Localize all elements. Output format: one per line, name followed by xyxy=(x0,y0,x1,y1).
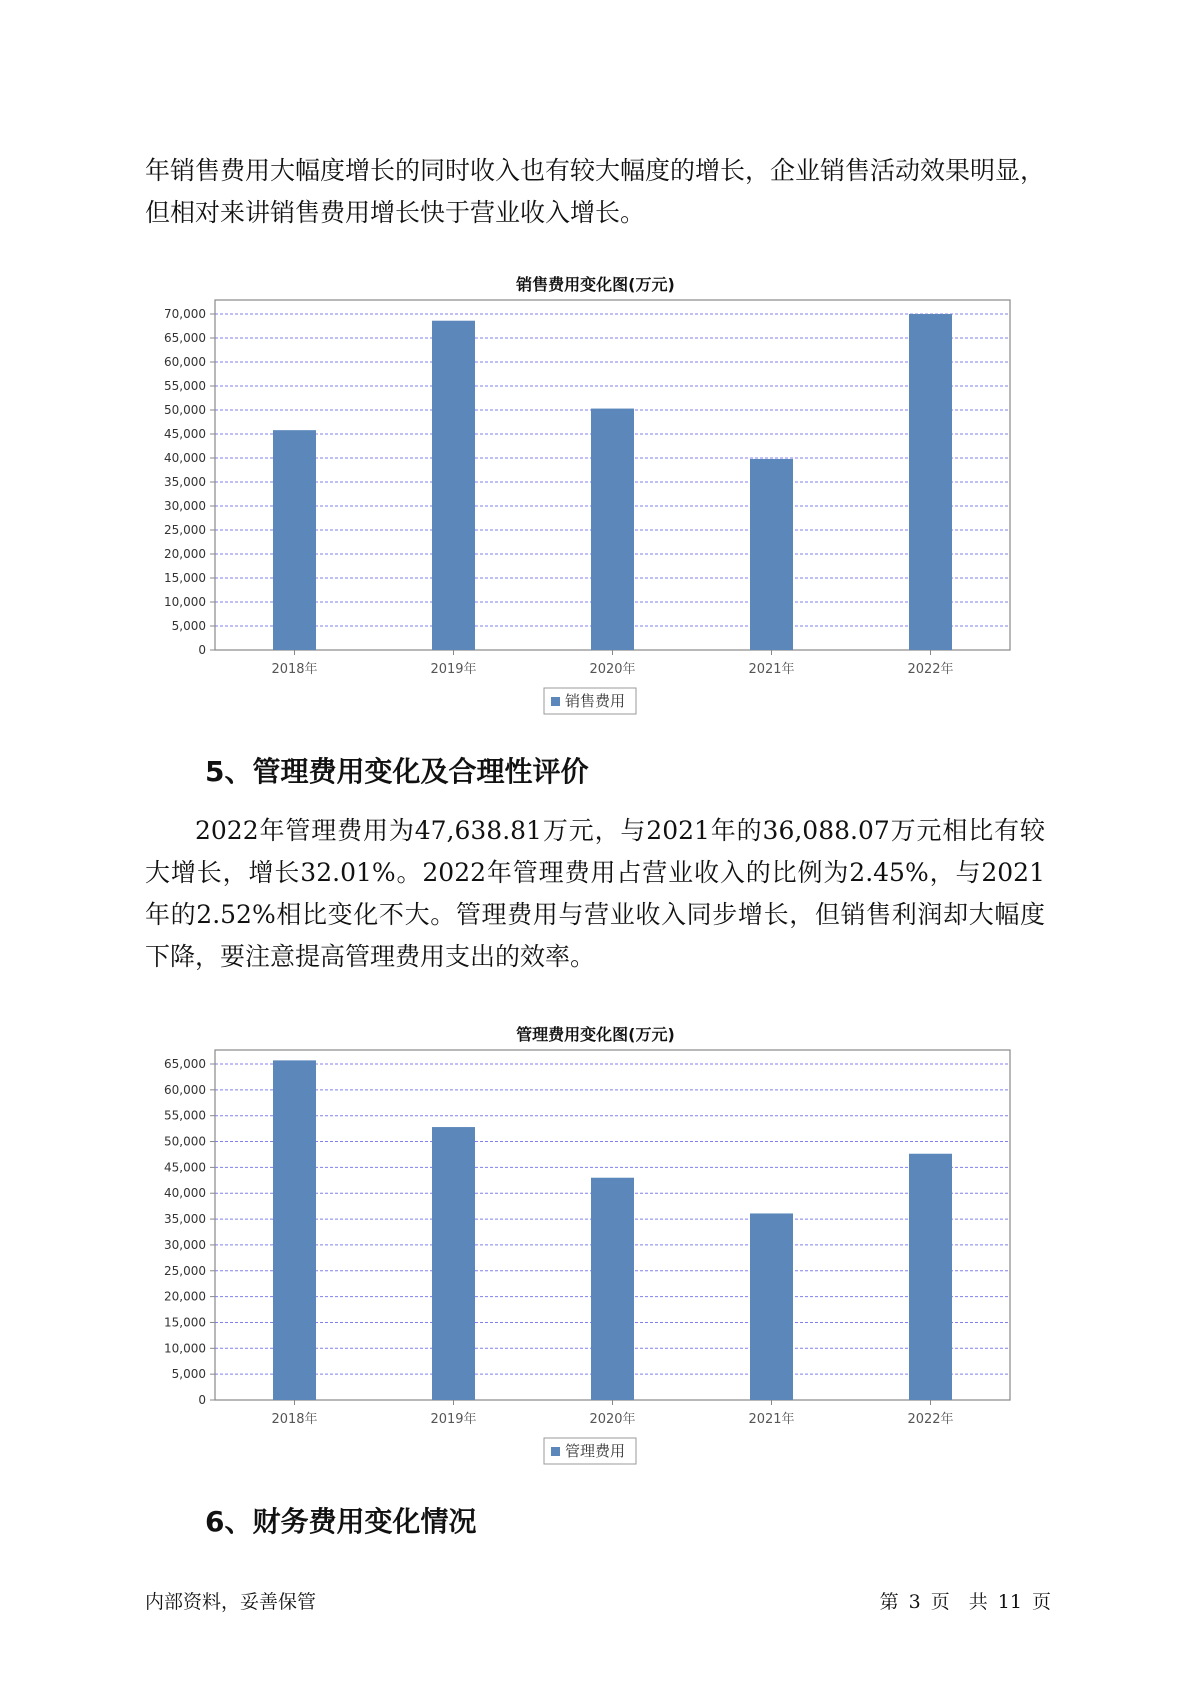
y-tick-label: 70,000 xyxy=(164,307,206,321)
x-tick-label: 2019年 xyxy=(430,662,477,677)
y-tick-label: 45,000 xyxy=(164,1160,206,1175)
x-tick-label: 2018年 xyxy=(271,662,318,677)
y-tick-label: 5,000 xyxy=(171,619,206,633)
y-tick-label: 35,000 xyxy=(164,1212,206,1227)
y-tick-label: 10,000 xyxy=(164,595,206,609)
y-tick-label: 40,000 xyxy=(164,451,206,465)
bar-2018年 xyxy=(273,430,316,650)
footer-page-number: 第 3 页 共 11 页 xyxy=(879,1591,1051,1613)
legend-swatch xyxy=(551,1447,560,1456)
y-tick-label: 50,000 xyxy=(164,1134,206,1149)
y-tick-label: 55,000 xyxy=(164,1108,206,1123)
y-tick-label: 15,000 xyxy=(164,1315,206,1330)
y-tick-label: 60,000 xyxy=(164,355,206,369)
y-tick-label: 5,000 xyxy=(171,1367,206,1382)
bar-2022年 xyxy=(909,1154,952,1400)
x-tick-label: 2022年 xyxy=(907,662,954,677)
y-tick-label: 30,000 xyxy=(164,499,206,513)
y-tick-label: 30,000 xyxy=(164,1237,206,1252)
y-tick-label: 20,000 xyxy=(164,1289,206,1304)
legend-swatch xyxy=(551,697,560,706)
y-tick-label: 65,000 xyxy=(164,1057,206,1071)
y-tick-label: 65,000 xyxy=(164,331,206,345)
y-tick-label: 45,000 xyxy=(164,427,206,441)
bar-2019年 xyxy=(432,321,475,650)
x-tick-label: 2022年 xyxy=(907,1412,954,1427)
legend-label: 销售费用 xyxy=(565,692,626,710)
admin-expense-chart-title: 管理费用变化图(万元) xyxy=(516,1025,675,1044)
bar-2021年 xyxy=(750,459,793,650)
y-tick-label: 20,000 xyxy=(164,547,206,561)
bar-2020年 xyxy=(591,409,634,650)
y-tick-label: 55,000 xyxy=(164,379,206,393)
y-tick-label: 50,000 xyxy=(164,403,206,417)
x-tick-label: 2020年 xyxy=(589,1412,636,1427)
y-tick-label: 40,000 xyxy=(164,1186,206,1201)
bar-2019年 xyxy=(432,1127,475,1400)
y-tick-label: 35,000 xyxy=(164,475,206,489)
y-tick-label: 0 xyxy=(198,1393,206,1407)
x-tick-label: 2021年 xyxy=(748,1412,795,1427)
bar-2021年 xyxy=(750,1213,793,1400)
admin-expense-chart xyxy=(0,1040,1191,1470)
paragraph-admin-expense-analysis: 2022年管理费用为47,638.81万元，与2021年的36,088.07万元相比有较大增长，增长32.01%。2022年管理费用占营业收入的比例为2.45%，与2021年的2.52%相比变化不大。管理费用与营业收入同步增长，但销售利润却大幅度下降，要注意提高管理费用支出的效率。 xyxy=(145,816,1045,971)
x-tick-label: 2020年 xyxy=(589,662,636,677)
legend-label: 管理费用 xyxy=(565,1442,626,1460)
sales-expense-chart xyxy=(0,290,1191,720)
bar-2022年 xyxy=(909,314,952,650)
sales-expense-chart-title: 销售费用变化图(万元) xyxy=(516,275,675,294)
bar-2020年 xyxy=(591,1178,634,1400)
paragraph-sales-expense-summary: 年销售费用大幅度增长的同时收入也有较大幅度的增长，企业销售活动效果明显，但相对来讲销售费用增长快于营业收入增长。 xyxy=(145,156,1046,227)
section-6-heading: 6、财务费用变化情况 xyxy=(205,1505,477,1538)
y-tick-label: 15,000 xyxy=(164,571,206,585)
y-tick-label: 10,000 xyxy=(164,1341,206,1356)
bar-2018年 xyxy=(273,1060,316,1400)
y-tick-label: 25,000 xyxy=(164,1263,206,1278)
x-tick-label: 2021年 xyxy=(748,662,795,677)
section-5-heading: 5、管理费用变化及合理性评价 xyxy=(205,755,589,788)
y-tick-label: 25,000 xyxy=(164,523,206,537)
x-tick-label: 2018年 xyxy=(271,1412,318,1427)
footer-confidential-note: 内部资料，妥善保管 xyxy=(145,1591,317,1613)
x-tick-label: 2019年 xyxy=(430,1412,477,1427)
y-tick-label: 0 xyxy=(198,643,206,657)
y-tick-label: 60,000 xyxy=(164,1082,206,1097)
